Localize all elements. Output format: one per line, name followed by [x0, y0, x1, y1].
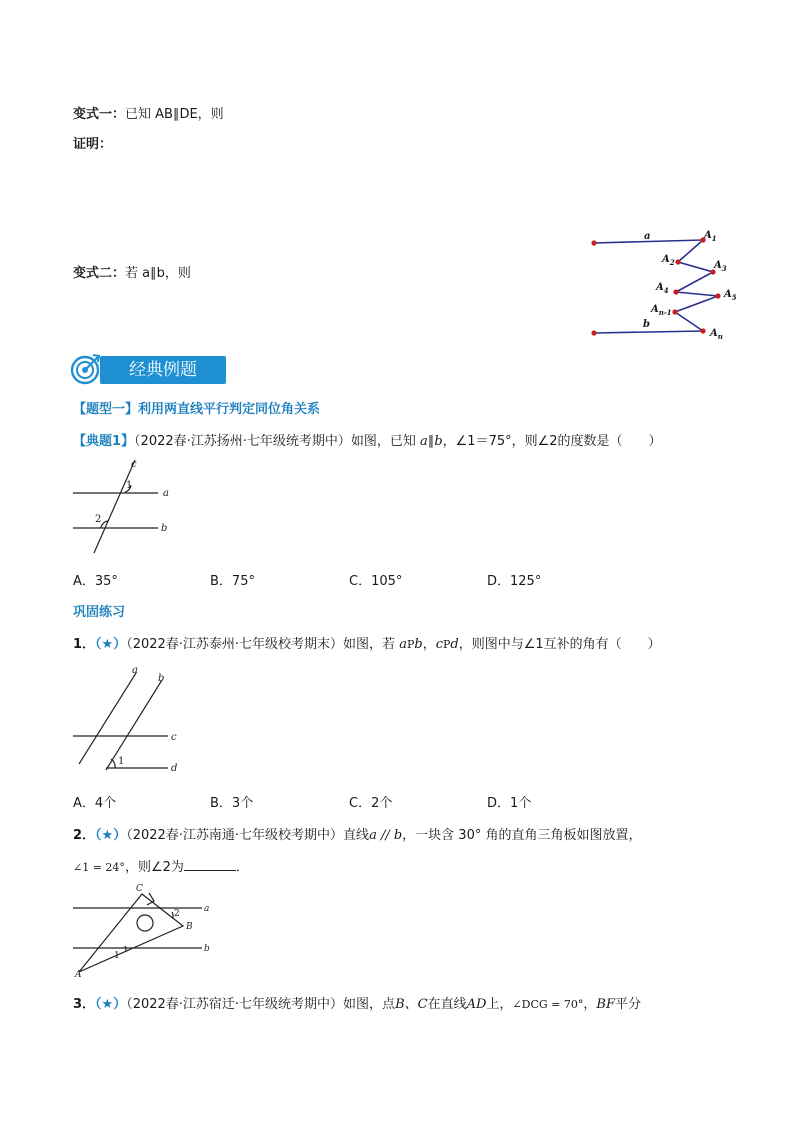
q1-fig-d: d — [171, 763, 178, 774]
variant2-text: 若 a∥b，则 — [125, 266, 191, 281]
example1-rest: ，∠1＝75°，则∠2的度数是（ ） — [442, 434, 662, 449]
example1-cond-b: b — [434, 434, 443, 449]
zigzag-label-A1: $A_1$ — [704, 230, 717, 243]
example1-option-a[interactable]: A．35° — [73, 574, 118, 589]
q1-c: c — [435, 637, 443, 652]
q1-sym2: P — [443, 638, 451, 651]
q2-fig-angle-2: 2 — [174, 909, 180, 919]
q1-question — [73, 633, 661, 652]
variant1-label: 变式一： — [73, 107, 126, 122]
ex1-label-a: a — [163, 488, 169, 499]
zigzag-label-An: $A_n$ — [710, 328, 723, 341]
q2-angle1: ∠1 = 24° — [73, 861, 125, 874]
q2-fig-C: C — [136, 884, 143, 894]
ex1-label-b: b — [161, 523, 168, 534]
q2-source: （2022春·江苏南通·七年级校考期中）直线 — [126, 828, 370, 843]
q1-option-b[interactable]: B．3个 — [210, 796, 254, 811]
example1-option-d[interactable]: D．125° — [487, 574, 542, 589]
q1-b: b — [414, 637, 423, 652]
zigzag-label-A4: $A_4$ — [656, 282, 669, 295]
zigzag-label-A5: $A_5$ — [724, 289, 737, 302]
banner-title: 经典例题 — [100, 356, 226, 384]
q3-points: B、C — [395, 997, 428, 1012]
q2-fig-A: A — [75, 970, 82, 980]
variant1-line — [73, 103, 224, 122]
type1-title: 利用两直线平行判定同位角关系 — [138, 402, 321, 417]
q2-cond: a // b — [369, 828, 403, 843]
q1-fig-b: b — [158, 673, 165, 684]
q1-options — [0, 792, 794, 810]
zigzag-figure — [585, 225, 745, 345]
q3-mid: 在直线 — [427, 997, 467, 1012]
q3-source: （2022春·江苏宿迁·七年级统考期中）如图，点 — [126, 997, 396, 1012]
zigzag-label-b: b — [643, 319, 650, 330]
example1-cond-par: ∥ — [427, 434, 435, 449]
type1-bracket: 【题型一】 — [73, 402, 139, 417]
variant1-text: 已知 AB∥DE，则 — [125, 107, 224, 122]
q2-question — [73, 824, 641, 843]
q1-star: （★） — [95, 637, 127, 652]
ex1-label-c: c — [131, 459, 137, 470]
q1-comma: ， — [422, 637, 436, 652]
q3-mid2: 上， — [486, 997, 513, 1012]
q2-number: 2． — [73, 828, 96, 843]
q3-bf: BF — [596, 997, 615, 1012]
q1-sym1: P — [406, 638, 415, 651]
q1-option-c[interactable]: C．2个 — [349, 796, 393, 811]
variant2-label: 变式二： — [73, 266, 126, 281]
q2-line2-text: ，则∠2为 — [124, 860, 184, 875]
ex1-angle-1: 1 — [126, 480, 133, 491]
zigzag-label-A3: $A_3$ — [714, 260, 727, 273]
example1-source: （2022春·江苏扬州·七年级统考期中）如图，已知 — [134, 434, 416, 449]
q2-rest: ，一块含 30° 角的直角三角板如图放置， — [402, 828, 642, 843]
q3-comma: ， — [583, 997, 597, 1012]
practice-title: 巩固练习 — [73, 605, 126, 620]
q1-d: d — [450, 637, 459, 652]
type1-heading — [73, 398, 320, 417]
q3-star: （★） — [95, 997, 127, 1012]
q1-option-d[interactable]: D．1个 — [487, 796, 532, 811]
q2-line2 — [73, 856, 249, 875]
q1-number: 1． — [73, 637, 96, 652]
q3-number: 3． — [73, 997, 96, 1012]
q2-figure — [70, 880, 220, 980]
example1-option-c[interactable]: C．105° — [349, 574, 403, 589]
zigzag-label-An1: $A_{n-1}$ — [651, 304, 672, 317]
q3-question — [73, 993, 641, 1012]
q3-angle: ∠DCG = 70° — [512, 998, 584, 1011]
q1-a: a — [399, 637, 407, 652]
q1-option-a[interactable]: A．4个 — [73, 796, 117, 811]
q2-line2-end: ． — [235, 860, 249, 875]
q2-fig-a: a — [204, 904, 210, 914]
q2-fig-b: b — [204, 944, 210, 954]
q2-fig-B: B — [186, 922, 193, 932]
example1-options — [0, 570, 794, 588]
zigzag-label-A2: $A_2$ — [662, 254, 675, 267]
q1-fig-angle-1: 1 — [118, 756, 125, 767]
example1-question — [73, 430, 662, 449]
q2-star: （★） — [95, 828, 127, 843]
q3-line: AD — [466, 997, 487, 1012]
ex1-angle-2: 2 — [95, 514, 102, 525]
q1-rest: ，则图中与∠1互补的角有（ ） — [458, 637, 661, 652]
q1-source: （2022春·江苏泰州·七年级校考期末）如图，若 — [126, 637, 396, 652]
q1-fig-c: c — [171, 732, 177, 743]
q3-end: 平分 — [614, 997, 641, 1012]
example1-tag: 【典题1】 — [73, 434, 135, 449]
example1-figure — [70, 455, 180, 560]
proof-label: 证明： — [73, 137, 113, 152]
target-icon — [70, 352, 104, 386]
variant2-line — [73, 262, 191, 281]
zigzag-label-a: a — [644, 231, 651, 242]
q1-fig-a: a — [132, 665, 138, 676]
example1-option-b[interactable]: B．75° — [210, 574, 255, 589]
q2-fig-angle-1: 1 — [114, 951, 120, 961]
q1-figure — [70, 663, 190, 778]
q2-answer-blank[interactable] — [184, 858, 236, 871]
example1-cond-a: a — [420, 434, 428, 449]
